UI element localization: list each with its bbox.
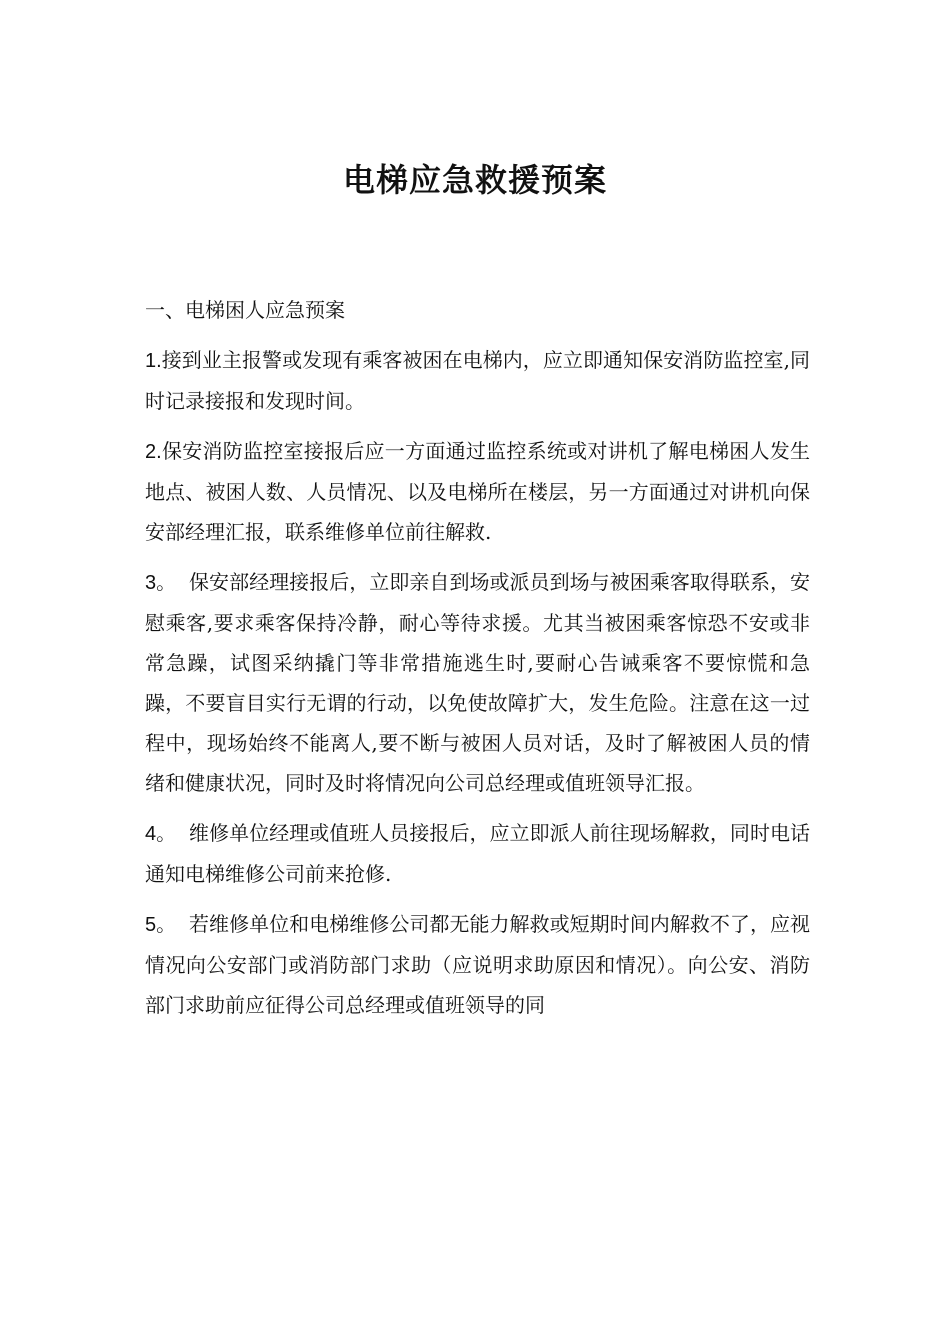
paragraph-2 — [145, 431, 810, 552]
paragraph-text: 若维修单位和电梯维修公司都无能力解救或短期时间内解救不了，应视情况向公安部门或消防部门求助（应说明求助原因和情况）。向公安、消防部门求助前应征得公司总经理或值班领导的同 — [145, 912, 811, 1017]
document-title: 电梯应急救援预案 — [342, 161, 607, 199]
paragraph-text: 保安部经理接报后，立即亲自到场或派员到场与被困乘客取得联系，安慰乘客,要求乘客保持冷静，耐心等待求援。尤其当被困乘客惊恐不安或非常急躁，试图采纳撬门等非常措施逃生时,要耐心告诫乘客不要惊慌和急躁，不要盲目实行无谓的行动，以免使故障扩大，发生危险。注意在这一过程中，现场始终不能离人,要不断与被困人员对话，及时了解被困人员的情绪和健康状况，同时及时将情况向公司总经理或值班领导汇报。 — [145, 570, 811, 795]
paragraph-text: 接到业主报警或发现有乘客被困在电梯内，应立即通知保安消防监控室,同时记录接报和发现时间。 — [145, 348, 810, 413]
paragraph-number: 5。 — [145, 914, 177, 936]
paragraph-1 — [145, 340, 810, 421]
paragraph-5 — [145, 904, 810, 1025]
paragraph-3 — [145, 562, 810, 803]
paragraph-text: 维修单位经理或值班人员接报后，应立即派人前往现场解救，同时电话通知电梯维修公司前来抢修. — [145, 821, 811, 886]
paragraph-number: 3。 — [145, 572, 177, 594]
paragraph-number: 2. — [145, 441, 162, 463]
document-body — [145, 290, 810, 1035]
section-heading: 一、电梯困人应急预案 — [145, 298, 345, 322]
paragraph-number: 4。 — [145, 823, 177, 845]
paragraph-number: 1. — [145, 350, 162, 372]
paragraph-text: 保安消防监控室接报后应一方面通过监控系统或对讲机了解电梯困人发生地点、被困人数、人员情况、以及电梯所在楼层，另一方面通过对讲机向保安部经理汇报，联系维修单位前往解救. — [145, 439, 810, 544]
paragraph-4 — [145, 813, 810, 894]
